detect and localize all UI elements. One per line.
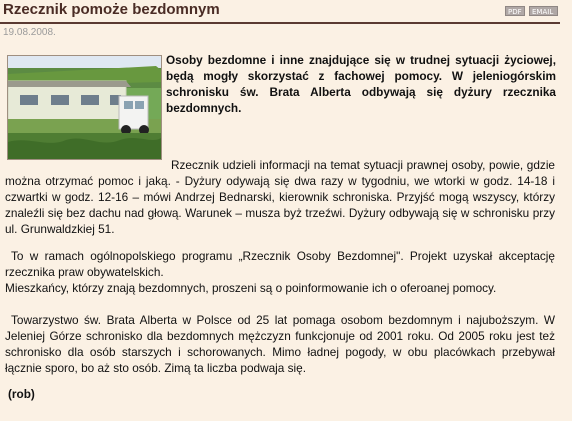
email-button[interactable]: EMAIL	[529, 6, 558, 16]
paragraph-2	[5, 248, 555, 296]
article-signature: (rob)	[8, 387, 35, 401]
paragraph-3	[5, 312, 555, 376]
shelter-photo-icon	[8, 56, 161, 159]
article-lead: Osoby bezdomne i inne znajdujące się w trudnej sytuacji życiowej, będą mogły skorzystać z fachowej pomocy. W jeleniogórskim schronisku św. Brata Alberta odbywają się dyżury rzecznika bezdomnych.	[166, 53, 556, 115]
paragraph-2-line-1: To w ramach ogólnopolskiego programu „Rzecznik Osoby Bezdomnej". Projekt uzyskał akceptację rzecznika praw obywatelskich.	[5, 249, 555, 279]
paragraph-1-text: Rzecznik udzieli informacji na temat sytuacji prawnej osoby, powie, gdzie można otrzymać pomoc i jaką. - Dyżury odywają się dwa razy w tygodniu, we wtorki w godz. 14-18 i czwartki w godz. 12-16 – mówi Andrzej Bednarski, kierownik schroniska. Przyjść mogą wszyscy, którzy znaleźli się bez dachu nad głową. Warunek – musza byż trzeźwi. Dyżury odbywają się w schronisku przy ul. Grunwaldzkiej 51.	[5, 158, 555, 236]
article-date: 19.08.2008.	[3, 27, 56, 38]
article-title: Rzecznik pomoże bezdomnym	[3, 1, 220, 18]
paragraph-1	[5, 157, 555, 237]
article-photo	[7, 55, 162, 160]
pdf-button[interactable]: PDF	[505, 6, 525, 16]
article-header	[0, 0, 560, 24]
paragraph-2-line-2: Mieszkańcy, którzy znają bezdomnych, proszeni są o poinformowanie ich o oferoanej pomocy.	[5, 281, 497, 295]
paragraph-3-text: Towarzystwo św. Brata Alberta w Polsce od 25 lat pomaga osobom bezdomnym i najuboższym. W Jeleniej Górze schronisko dla bezdomnych mężczyzn funkcjonuje od 2001 roku. Od 2005 roku jest też schronisko dla osób starszych i schorowanych. Mimo ładnej pogody, w obu placówkach przebywał łącznie sporo, bo aż sto osób. Zimą ta liczba podwaja się.	[5, 313, 555, 375]
